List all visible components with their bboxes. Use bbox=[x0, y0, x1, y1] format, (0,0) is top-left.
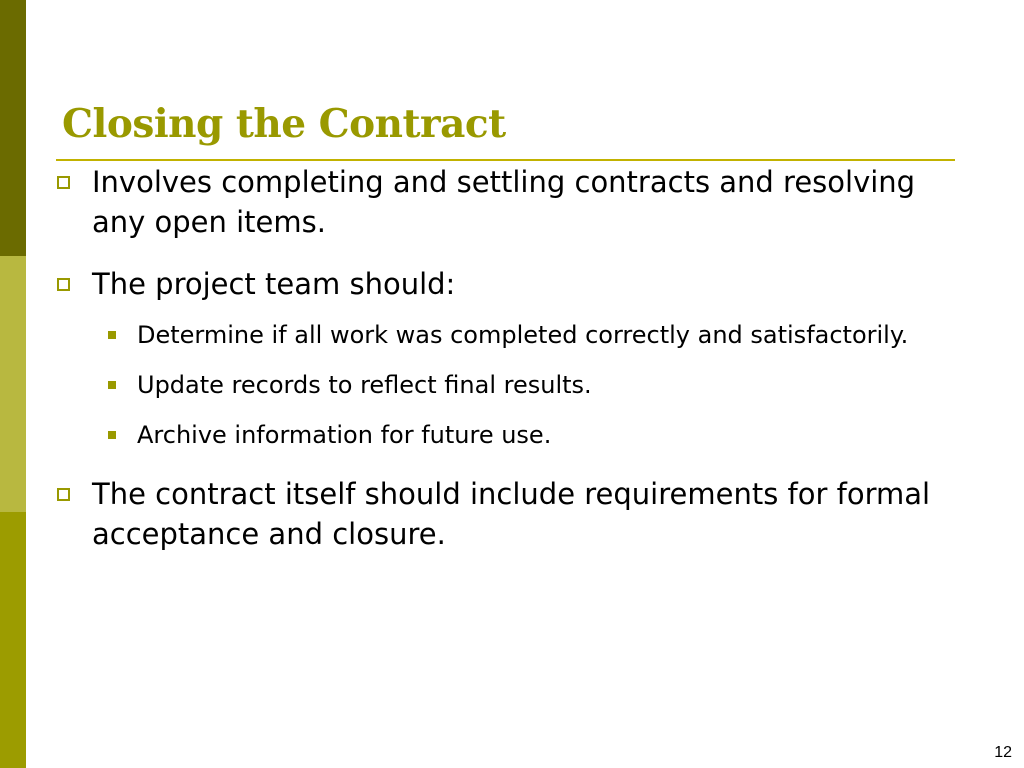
bullet-text: The contract itself should include requirements for formal acceptance and closure. bbox=[92, 477, 931, 551]
filled-square-bullet-icon bbox=[108, 331, 116, 339]
bullet-contract-itself bbox=[56, 474, 976, 554]
hollow-square-bullet-icon bbox=[57, 488, 70, 501]
slide-body bbox=[56, 162, 976, 554]
sub-bullet-text: Archive information for future use. bbox=[137, 421, 552, 449]
slide-title: Closing the Contract bbox=[62, 101, 506, 147]
side-bar-bottom bbox=[0, 512, 26, 768]
sub-bullet-determine bbox=[56, 318, 976, 352]
filled-square-bullet-icon bbox=[108, 431, 116, 439]
sub-bullet-text: Update records to reflect final results. bbox=[137, 371, 592, 399]
title-underline bbox=[56, 159, 955, 161]
bullet-text: Involves completing and settling contracts and resolving any open items. bbox=[92, 165, 916, 239]
side-bar-middle bbox=[0, 256, 26, 512]
sub-bullet-text: Determine if all work was completed correctly and satisfactorily. bbox=[137, 321, 909, 349]
filled-square-bullet-icon bbox=[108, 381, 116, 389]
slide-number: 12 bbox=[994, 744, 1012, 761]
hollow-square-bullet-icon bbox=[57, 176, 70, 189]
sub-bullet-archive bbox=[56, 418, 976, 452]
sub-bullet-update-records bbox=[56, 368, 976, 402]
sub-bullet-list bbox=[56, 318, 976, 452]
bullet-text: The project team should: bbox=[92, 267, 456, 301]
side-bar-top bbox=[0, 0, 26, 256]
bullet-project-team bbox=[56, 264, 976, 304]
bullet-involves-completing bbox=[56, 162, 976, 242]
hollow-square-bullet-icon bbox=[57, 278, 70, 291]
